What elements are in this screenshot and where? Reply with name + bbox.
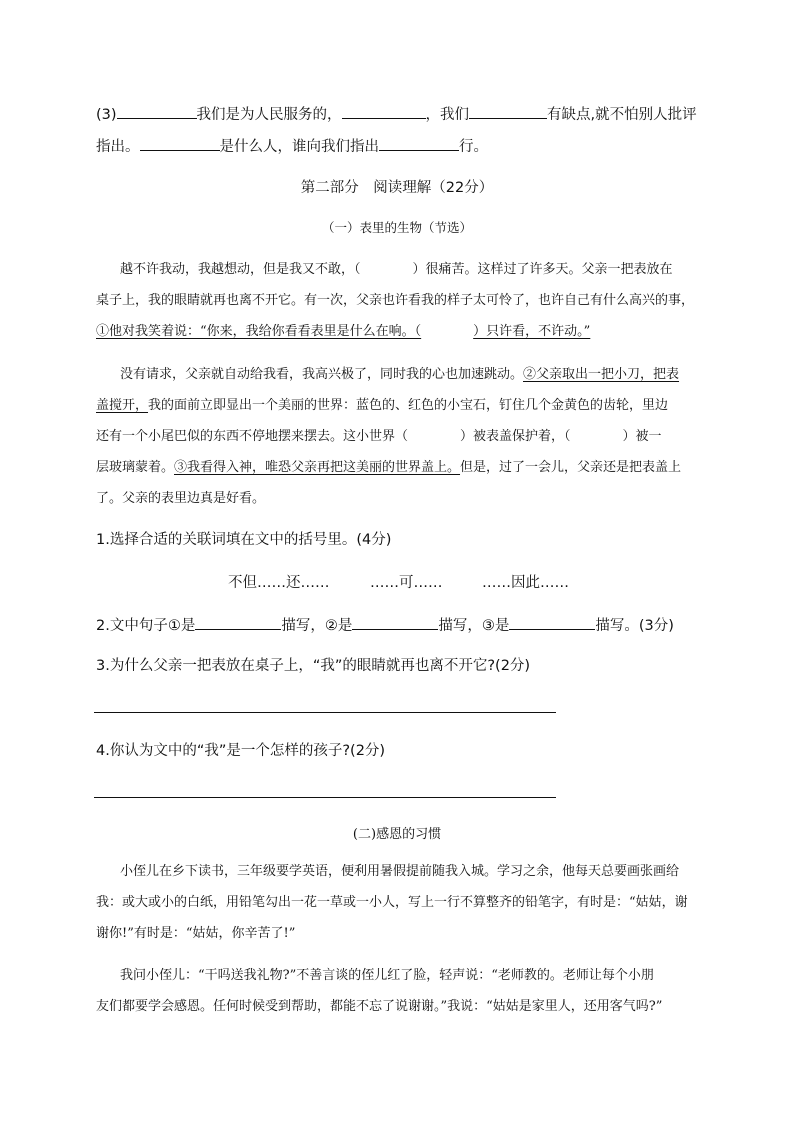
q3-text-a: 我们是为人民服务的，	[196, 107, 342, 123]
question-3: 3.为什么父亲一把表放在桌子上，“我”的眼睛就再也离不开它?(2分)	[96, 658, 531, 674]
passage1-p2-l4	[96, 458, 681, 478]
question-1: 1.选择合适的关联词填在文中的括号里。(4分)	[96, 532, 392, 548]
q3-answer-line[interactable]	[94, 712, 556, 713]
q3-text-b: ，我们	[425, 107, 470, 123]
passage1-p2-l3	[96, 427, 662, 447]
text-span: 描写，③是	[438, 618, 510, 634]
q3-text-d: 指出。	[96, 139, 140, 155]
q3-blank-4[interactable]	[140, 134, 220, 151]
passage2-title: (二)感恩的习惯	[352, 827, 442, 842]
sentence-2-cont: 盖搅开，	[96, 398, 149, 413]
text-span: 描写。(3分)	[595, 618, 674, 634]
text-span: 没有请求，父亲就自动给我看，我高兴极了，同时我的心也加速跳动。	[120, 367, 524, 382]
passage1-p2-l2	[96, 396, 668, 416]
q4-answer-line[interactable]	[94, 797, 556, 798]
q1-option-1: 不但……还……	[228, 575, 330, 591]
text-span: 2.文中句子①是	[96, 618, 196, 634]
q2-blank-1[interactable]	[195, 613, 281, 630]
q3-line-2	[96, 134, 488, 157]
text-span: ）只许看，不许动。”	[473, 324, 591, 339]
passage1-p2-l5: 了。父亲的表里边真是好看。	[96, 491, 266, 506]
passage2-p2-l2: 友们都要学会感恩。任何时候受到帮助，都能不忘了说谢谢。”我说：“姑姑是家里人，还用客气吗?”	[96, 999, 663, 1014]
q1-option-3: ……因此……	[482, 575, 569, 591]
q3-blank-2[interactable]	[342, 102, 426, 119]
q3-line-1	[96, 102, 697, 125]
q3-blank-5[interactable]	[379, 134, 459, 151]
q1-option-2: ……可……	[370, 575, 443, 591]
passage2-p1-l1: 小侄儿在乡下读书，三年级要学英语，便利用暑假提前随我入城。学习之余，他每天总要画张画给	[120, 864, 680, 879]
q3-blank-1[interactable]	[117, 102, 197, 119]
text-span: 还有一个小尾巴似的东西不停地摆来摆去。这小世界（	[96, 429, 409, 444]
passage1-p2-l1	[120, 365, 679, 385]
text-span: 描写，②是	[281, 618, 353, 634]
passage2-p1-l2: 我：或大或小的白纸，用铅笔勾出一花一草或一小人，写上一行不算整齐的铅笔字，有时是：“姑姑，谢	[96, 895, 688, 910]
q3-text-e: 是什么人，谁向我们指出	[219, 139, 379, 155]
text-span: ）被表盖保护着，（	[460, 429, 571, 444]
passage1-sentence-1	[96, 322, 590, 342]
passage1-sentence-2: ②父亲取出一把小刀，把表	[523, 367, 680, 382]
passage2-p1-l3: 谢你!”有时是：“姑姑，你辛苦了!”	[96, 926, 296, 941]
q3-prefix: (3)	[96, 107, 117, 123]
passage1-p1-l2: 桌子上，我的眼睛就再也离不开它。有一次，父亲也许看我的样子太可怜了，也许自己有什么高兴的事，	[96, 293, 695, 308]
text-span: 我的面前立即显出一个美丽的世界：蓝色的、红色的小宝石，钉住几个金黄色的齿轮，里边	[148, 398, 669, 413]
text-span: 层玻璃蒙着。	[96, 460, 175, 475]
part2-title: 第二部分 阅读理解（22分）	[300, 180, 494, 196]
passage1-title: （一）表里的生物（节选）	[321, 220, 472, 235]
q2-blank-2[interactable]	[352, 613, 438, 630]
q2-blank-3[interactable]	[509, 613, 595, 630]
passage1-sentence-3: ③我看得入神，唯恐父亲再把这美丽的世界盖上。	[174, 460, 461, 475]
question-2	[96, 613, 674, 636]
q3-blank-3[interactable]	[469, 102, 547, 119]
text-span: 越不许我动，我越想动，但是我又不敢，（	[120, 262, 361, 277]
question-4: 4.你认为文中的“我”是一个怎样的孩子?(2分)	[96, 743, 386, 759]
text-span: 但是，过了一会儿，父亲还是把表盖上	[460, 460, 682, 475]
text-span: ①他对我笑着说：“你来，我给你看看表里是什么在响。（	[96, 324, 422, 339]
q3-text-f: 行。	[459, 139, 488, 155]
passage1-p1-l1	[120, 260, 673, 280]
passage2-p2-l1: 我问小侄儿：“干吗送我礼物?”不善言谈的侄儿红了脸，轻声说：“老师教的。老师让每个小朋	[120, 968, 654, 983]
text-span: ）很痛苦。这样过了许多天。父亲一把表放在	[412, 262, 673, 277]
text-span: ）被一	[622, 429, 662, 444]
q3-text-c: 有缺点,就不怕别人批评	[547, 107, 697, 123]
